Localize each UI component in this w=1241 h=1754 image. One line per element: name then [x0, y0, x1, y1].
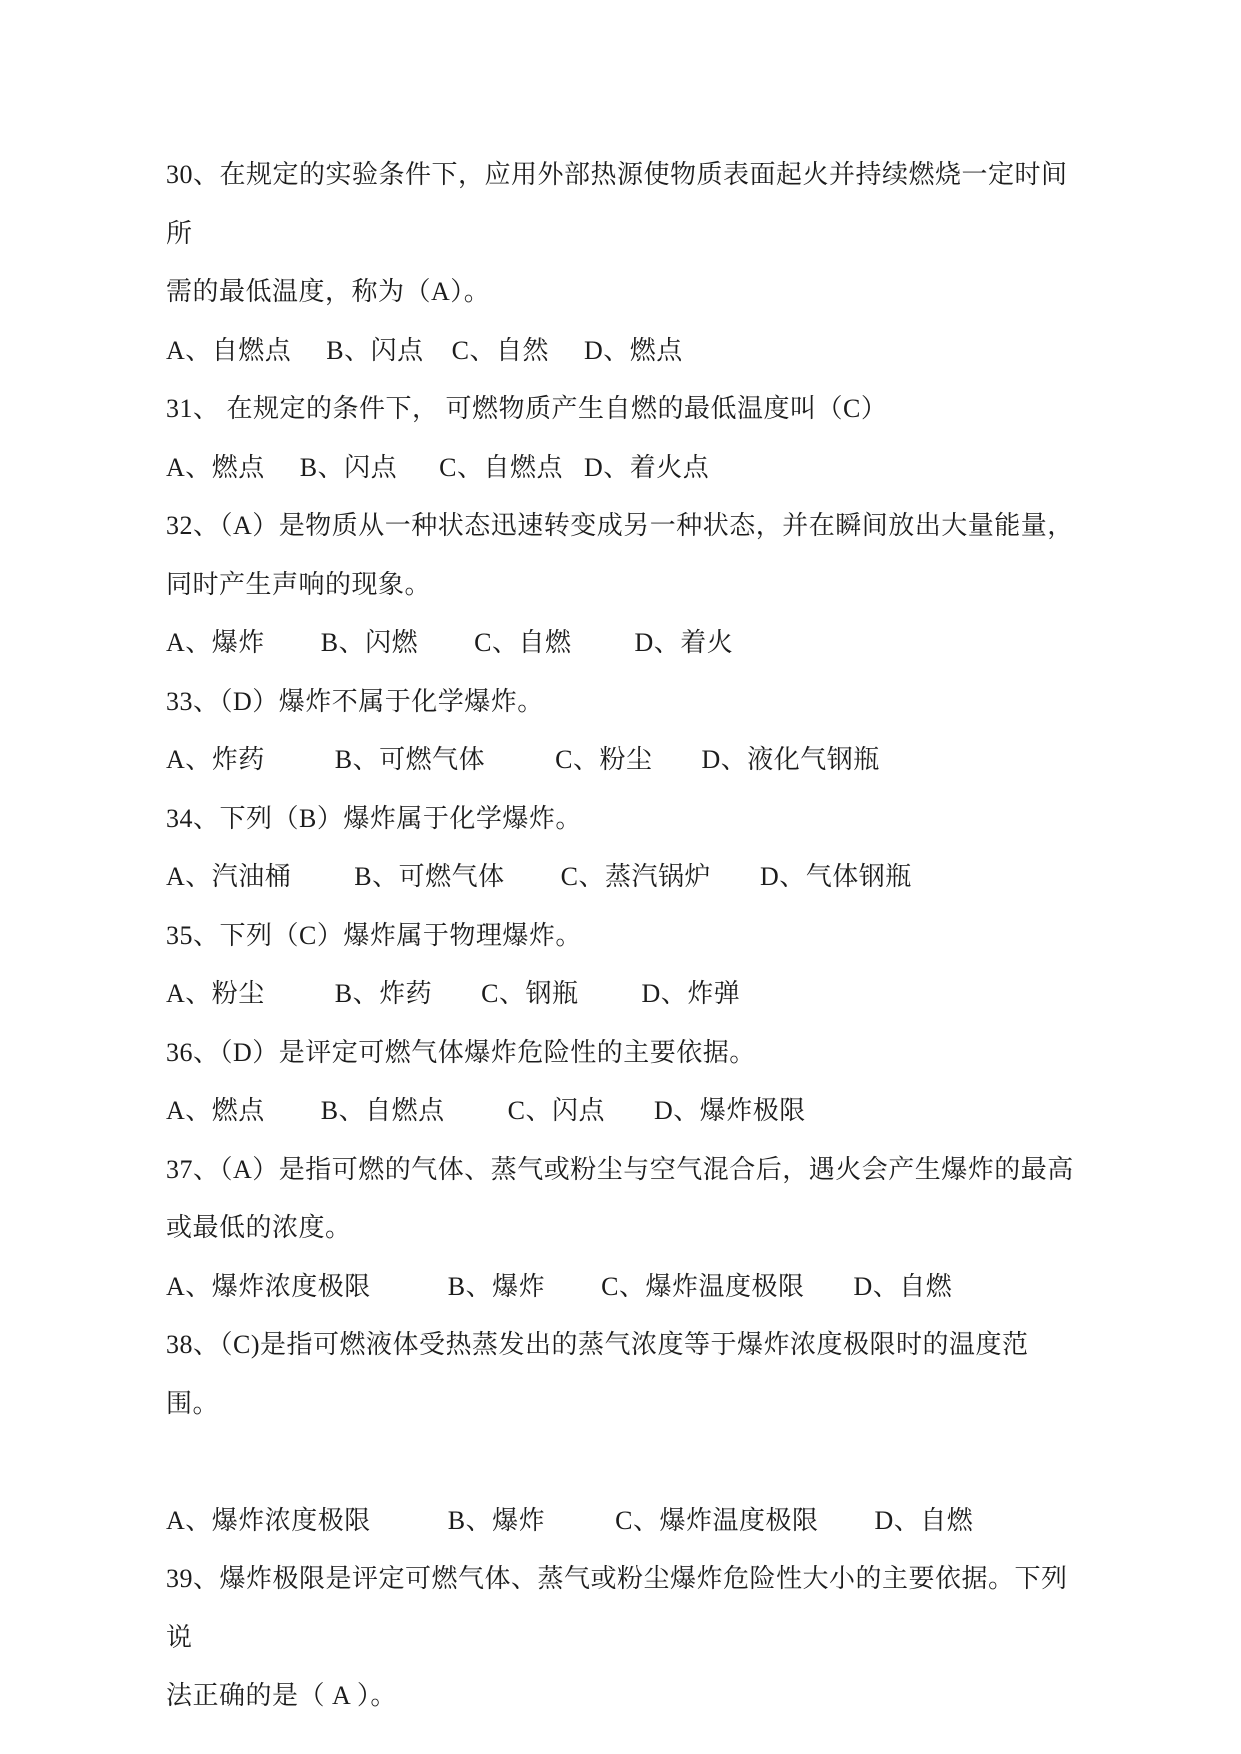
- document-body: [166, 146, 1075, 1726]
- question-34-options: A、汽油桶 B、可燃气体 C、蒸汽锅炉 D、气体钢瓶: [166, 862, 912, 891]
- question-38-text: 38、（C)是指可燃液体受热蒸发出的蒸气浓度等于爆炸浓度极限时的温度范围。: [166, 1330, 1029, 1418]
- question-31-options: A、燃点 B、闪点 C、自燃点 D、着火点: [166, 452, 710, 482]
- question-39-text-line-1: 39、爆炸极限是评定可燃气体、蒸气或粉尘爆炸危险性大小的主要依据。下列说: [166, 1564, 1068, 1652]
- question-36-options: A、燃点 B、自燃点 C、闪点 D、爆炸极限: [166, 1096, 806, 1125]
- question-32-options: A、爆炸 B、闪燃 C、自燃 D、着火: [166, 628, 734, 657]
- question-33-text: 33、（D）爆炸不属于化学爆炸。: [166, 686, 544, 716]
- question-34-text: 34、下列（B）爆炸属于化学爆炸。: [166, 803, 582, 833]
- question-30-options: A、自燃点 B、闪点 C、自然 D、燃点: [166, 335, 683, 365]
- question-37-text-line-1: 37、（A）是指可燃的气体、蒸气或粉尘与空气混合后，遇火会产生爆炸的最高: [166, 1154, 1074, 1184]
- question-38-options: A、爆炸浓度极限 B、爆炸 C、爆炸温度极限 D、自燃: [166, 1505, 974, 1535]
- question-33-options: A、炸药 B、可燃气体 C、粉尘 D、液化气钢瓶: [166, 745, 880, 774]
- question-32-text-line-1: 32、（A）是物质从一种状态迅速转变成另一种状态，并在瞬间放出大量能量，: [166, 511, 1074, 540]
- question-36-text: 36、（D）是评定可燃气体爆炸危险性的主要依据。: [166, 1037, 756, 1067]
- question-30-text-line-2: 需的最低温度，称为（A）。: [166, 277, 491, 306]
- question-32-text-line-2: 同时产生声响的现象。: [166, 569, 432, 599]
- question-30-text-line-1: 30、在规定的实验条件下，应用外部热源使物质表面起火并持续燃烧一定时间所: [166, 160, 1068, 248]
- question-35-text: 35、下列（C）爆炸属于物理爆炸。: [166, 920, 582, 950]
- blank-line: [166, 1433, 1075, 1492]
- question-31-text: 31、 在规定的条件下， 可燃物质产生自燃的最低温度叫（C）: [166, 394, 888, 423]
- question-37-options: A、爆炸浓度极限 B、爆炸 C、爆炸温度极限 D、自燃: [166, 1271, 953, 1301]
- question-35-options: A、粉尘 B、炸药 C、钢瓶 D、炸弹: [166, 979, 741, 1008]
- question-39-text-line-2: 法正确的是（ A ）。: [166, 1681, 397, 1710]
- question-37-text-line-2: 或最低的浓度。: [166, 1213, 352, 1242]
